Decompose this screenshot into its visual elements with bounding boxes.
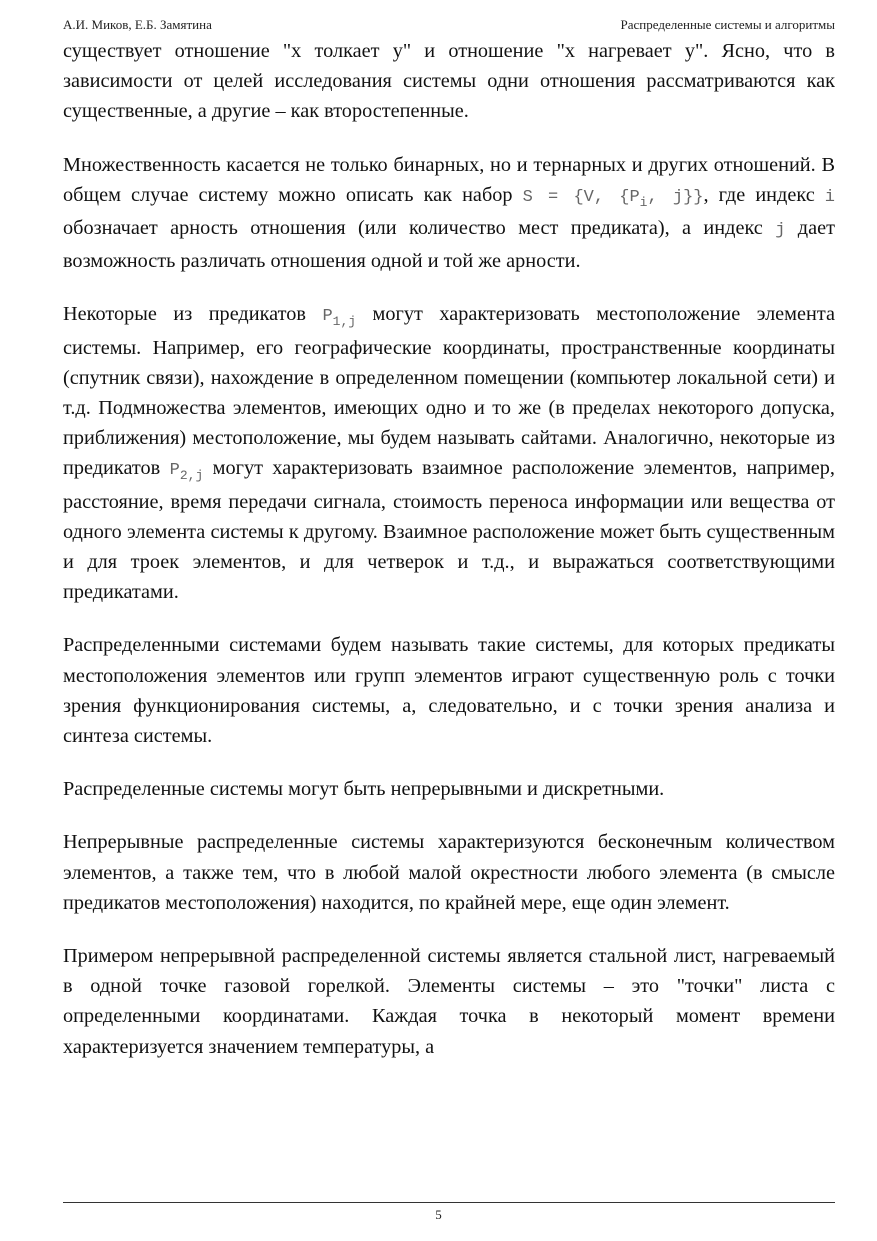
page-number: 5 bbox=[435, 1207, 442, 1222]
formula-index-i: i bbox=[824, 187, 835, 207]
running-header bbox=[63, 17, 835, 37]
paragraph-3-text-3: могут характеризовать взаимное расположение элементов, например, расстояние, время передачи сигнала, стоимость переноса информации или вещества от одного элемента системы к другому. Взаимное расположение может быть существенным и для троек элементов, и для четверок и т.д., и выражаться соответствующими предикатами. bbox=[63, 457, 836, 604]
paragraph-2 bbox=[63, 150, 835, 277]
paragraph-3-text-2: могут характеризовать местоположение элемента системы. Например, его географические координаты, пространственные координаты (спутник связи), нахождение в определенном помещении (компьютер локальной сети) и т.д. Подмножества элементов, имеющих одно и то же (в пределах некоторого допуска, приближения) местоположение, мы будем называть сайтами. Аналогично, некоторые из предикатов bbox=[63, 303, 835, 480]
paragraph-7: Примером непрерывной распределенной системы является стальной лист, нагреваемый в одной точке газовой горелкой. Элементы системы – это "точки" листа с определенными координатами. Каждая точка в некоторый момент времени характеризуется значением температуры, а bbox=[63, 945, 835, 1058]
formula-index-j: j bbox=[775, 221, 786, 241]
paragraph-4: Распределенными системами будем называть такие системы, для которых предикаты местоположения элементов или групп элементов играют существенную роль с точки зрения функционирования системы, а, следовательно, и с точки зрения анализа и синтеза системы. bbox=[63, 634, 835, 748]
formula-system-set: S = {V, {$P_i$, j}} bbox=[522, 187, 704, 210]
header-authors: А.И. Миков, Е.Б. Замятина bbox=[63, 17, 212, 32]
paragraph-5: Распределенные системы могут быть непрерывными и дискретными. bbox=[63, 778, 665, 801]
document-body bbox=[63, 36, 835, 1085]
header-title: Распределенные системы и алгоритмы bbox=[620, 17, 835, 32]
formula-p1j: $P_{1,j}$ bbox=[322, 307, 357, 330]
paragraph-3-text-1: Некоторые из предикатов bbox=[63, 303, 323, 326]
footer-divider bbox=[63, 1202, 835, 1203]
paragraph-6: Непрерывные распределенные системы характеризуются бесконечным количеством элементов, а также тем, что в любой малой окрестности любого элемента (в смысле предикатов местоположения) находится, по крайней мере, еще один элемент. bbox=[63, 831, 835, 914]
formula-p2j: $P_{2,j}$ bbox=[169, 461, 204, 484]
paragraph-2-text-4: дает возможность различать отношения одной и той же арности. bbox=[63, 217, 835, 273]
paragraph-1: существует отношение "x толкает y" и отношение "x нагревает y". Ясно, что в зависимости от целей исследования системы одни отношения рассматриваются как существенные, а другие – как второстепенные. bbox=[63, 40, 835, 123]
paragraph-3 bbox=[63, 299, 835, 607]
paragraph-2-text-1: Множественность касается не только бинарных, но и тернарных и других отношений. В общем случае систему можно описать как набор bbox=[63, 153, 835, 206]
paragraph-2-text-2: , где индекс bbox=[703, 183, 825, 206]
paragraph-2-text-3: обозначает арность отношения (или количество мест предиката), а индекс bbox=[63, 217, 776, 240]
